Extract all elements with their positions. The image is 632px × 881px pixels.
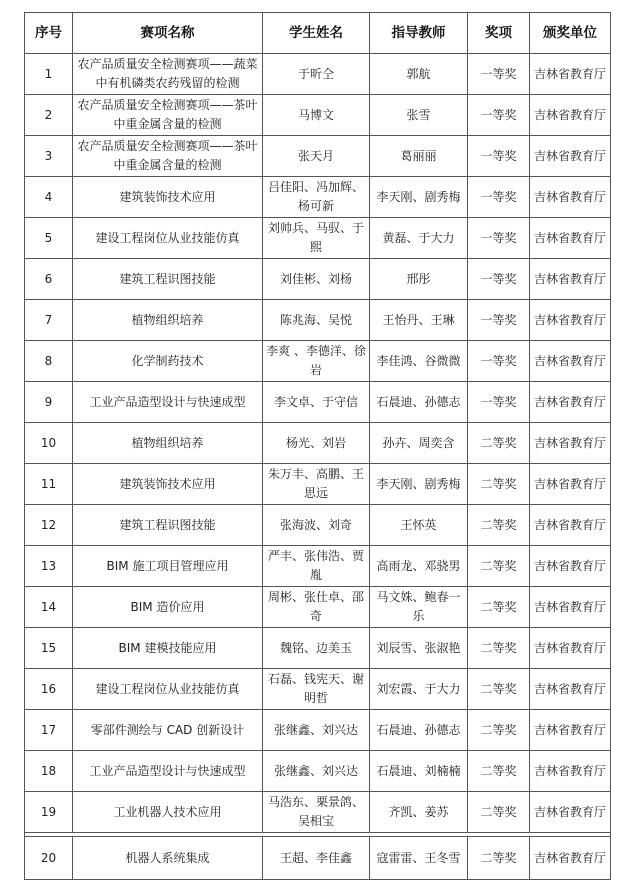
cell-event: BIM 造价应用 — [73, 587, 263, 628]
cell-unit: 吉林省教育厅 — [530, 300, 611, 341]
cell-teacher: 马文姝、鲍春一乐 — [370, 587, 468, 628]
cell-student: 李爽 、李德洋、徐岩 — [263, 341, 370, 382]
cell-student: 马浩东、栗景鸽、吴相宝 — [263, 792, 370, 833]
cell-teacher: 葛丽丽 — [370, 136, 468, 177]
cell-student: 张海波、刘奇 — [263, 505, 370, 546]
cell-index: 10 — [25, 423, 73, 464]
header-teacher: 指导教师 — [370, 13, 468, 54]
cell-index: 2 — [25, 95, 73, 136]
cell-award: 一等奖 — [468, 177, 530, 218]
cell-teacher: 张雪 — [370, 95, 468, 136]
table-row — [25, 341, 611, 382]
cell-unit: 吉林省教育厅 — [530, 95, 611, 136]
header-unit: 颁奖单位 — [530, 13, 611, 54]
cell-award: 二等奖 — [468, 669, 530, 710]
cell-award: 二等奖 — [468, 587, 530, 628]
cell-unit: 吉林省教育厅 — [530, 792, 611, 833]
cell-event: 建设工程岗位从业技能仿真 — [73, 669, 263, 710]
cell-student: 张继鑫、刘兴达 — [263, 751, 370, 792]
cell-event: BIM 施工项目管理应用 — [73, 546, 263, 587]
cell-student: 马博文 — [263, 95, 370, 136]
cell-unit: 吉林省教育厅 — [530, 464, 611, 505]
cell-award: 一等奖 — [468, 136, 530, 177]
cell-event: 农产品质量安全检测赛项——茶叶中重金属含量的检测 — [73, 95, 263, 136]
awards-table — [24, 12, 611, 880]
cell-event: BIM 建模技能应用 — [73, 628, 263, 669]
cell-index: 13 — [25, 546, 73, 587]
table-row — [25, 792, 611, 833]
cell-index: 3 — [25, 136, 73, 177]
cell-event: 化学制药技术 — [73, 341, 263, 382]
header-student: 学生姓名 — [263, 13, 370, 54]
cell-event: 工业产品造型设计与快速成型 — [73, 382, 263, 423]
cell-award: 一等奖 — [468, 300, 530, 341]
cell-unit: 吉林省教育厅 — [530, 54, 611, 95]
cell-student: 王超、李佳鑫 — [263, 837, 370, 880]
cell-student: 于昕仝 — [263, 54, 370, 95]
cell-award: 一等奖 — [468, 95, 530, 136]
cell-student: 魏铭、边美玉 — [263, 628, 370, 669]
cell-index: 8 — [25, 341, 73, 382]
cell-unit: 吉林省教育厅 — [530, 669, 611, 710]
cell-teacher: 李天刚、剧秀梅 — [370, 464, 468, 505]
header-index: 序号 — [25, 13, 73, 54]
header-award: 奖项 — [468, 13, 530, 54]
cell-event: 建筑装饰技术应用 — [73, 177, 263, 218]
cell-unit: 吉林省教育厅 — [530, 423, 611, 464]
table-row — [25, 587, 611, 628]
cell-event: 工业产品造型设计与快速成型 — [73, 751, 263, 792]
cell-award: 二等奖 — [468, 710, 530, 751]
cell-index: 17 — [25, 710, 73, 751]
cell-teacher: 高雨龙、邓骁男 — [370, 546, 468, 587]
cell-award: 二等奖 — [468, 546, 530, 587]
table-row — [25, 546, 611, 587]
cell-index: 11 — [25, 464, 73, 505]
cell-index: 16 — [25, 669, 73, 710]
cell-index: 4 — [25, 177, 73, 218]
cell-unit: 吉林省教育厅 — [530, 177, 611, 218]
cell-index: 15 — [25, 628, 73, 669]
cell-unit: 吉林省教育厅 — [530, 751, 611, 792]
header-event: 赛项名称 — [73, 13, 263, 54]
cell-unit: 吉林省教育厅 — [530, 382, 611, 423]
cell-index: 1 — [25, 54, 73, 95]
cell-student: 杨光、刘岩 — [263, 423, 370, 464]
table-row — [25, 423, 611, 464]
cell-event: 建设工程岗位从业技能仿真 — [73, 218, 263, 259]
cell-award: 一等奖 — [468, 259, 530, 300]
cell-student: 陈兆海、吴悦 — [263, 300, 370, 341]
table-row — [25, 218, 611, 259]
table-row — [25, 382, 611, 423]
cell-student: 李文卓、于守信 — [263, 382, 370, 423]
cell-event: 零部件测绘与 CAD 创新设计 — [73, 710, 263, 751]
cell-student: 朱万丰、高鹏、王思远 — [263, 464, 370, 505]
cell-teacher: 黄磊、于大力 — [370, 218, 468, 259]
cell-event: 机器人系统集成 — [73, 837, 263, 880]
cell-index: 18 — [25, 751, 73, 792]
cell-award: 一等奖 — [468, 218, 530, 259]
table-row — [25, 669, 611, 710]
cell-teacher: 寇雷雷、王冬雪 — [370, 837, 468, 880]
cell-award: 二等奖 — [468, 792, 530, 833]
cell-unit: 吉林省教育厅 — [530, 259, 611, 300]
cell-unit: 吉林省教育厅 — [530, 136, 611, 177]
cell-teacher: 石晨迪、孙德志 — [370, 382, 468, 423]
table-row — [25, 300, 611, 341]
cell-award: 二等奖 — [468, 464, 530, 505]
table-row — [25, 177, 611, 218]
cell-event: 农产品质量安全检测赛项——茶叶中重金属含量的检测 — [73, 136, 263, 177]
cell-teacher: 刘宏霞、于大力 — [370, 669, 468, 710]
cell-index: 20 — [25, 837, 73, 880]
table-row — [25, 464, 611, 505]
cell-teacher: 刘辰雪、张淑艳 — [370, 628, 468, 669]
cell-teacher: 李佳鸿、谷微微 — [370, 341, 468, 382]
cell-teacher: 石晨迪、孙德志 — [370, 710, 468, 751]
cell-award: 二等奖 — [468, 837, 530, 880]
cell-index: 6 — [25, 259, 73, 300]
cell-award: 二等奖 — [468, 628, 530, 669]
table-header — [25, 13, 611, 54]
cell-unit: 吉林省教育厅 — [530, 837, 611, 880]
cell-student: 张继鑫、刘兴达 — [263, 710, 370, 751]
cell-award: 二等奖 — [468, 505, 530, 546]
cell-unit: 吉林省教育厅 — [530, 587, 611, 628]
cell-student: 周彬、张仕卓、邵奇 — [263, 587, 370, 628]
header-row — [25, 13, 611, 54]
table-row — [25, 505, 611, 546]
cell-award: 一等奖 — [468, 382, 530, 423]
table-row — [25, 259, 611, 300]
cell-unit: 吉林省教育厅 — [530, 546, 611, 587]
cell-index: 9 — [25, 382, 73, 423]
cell-teacher: 王怀英 — [370, 505, 468, 546]
cell-unit: 吉林省教育厅 — [530, 628, 611, 669]
cell-event: 建筑工程识图技能 — [73, 505, 263, 546]
table-row — [25, 837, 611, 880]
cell-unit: 吉林省教育厅 — [530, 218, 611, 259]
cell-award: 二等奖 — [468, 423, 530, 464]
cell-index: 12 — [25, 505, 73, 546]
cell-index: 14 — [25, 587, 73, 628]
cell-student: 刘帅兵、马驭、于熙 — [263, 218, 370, 259]
cell-award: 一等奖 — [468, 54, 530, 95]
cell-event: 建筑装饰技术应用 — [73, 464, 263, 505]
cell-event: 植物组织培养 — [73, 423, 263, 464]
cell-student: 石磊、钱宪天、谢明哲 — [263, 669, 370, 710]
cell-event: 植物组织培养 — [73, 300, 263, 341]
cell-event: 工业机器人技术应用 — [73, 792, 263, 833]
cell-teacher: 王怡丹、王琳 — [370, 300, 468, 341]
table-row — [25, 136, 611, 177]
table-row — [25, 710, 611, 751]
cell-index: 5 — [25, 218, 73, 259]
cell-index: 19 — [25, 792, 73, 833]
cell-unit: 吉林省教育厅 — [530, 341, 611, 382]
cell-teacher: 石晨迪、刘楠楠 — [370, 751, 468, 792]
cell-teacher: 郭航 — [370, 54, 468, 95]
cell-award: 二等奖 — [468, 751, 530, 792]
cell-teacher: 孙卉、周奕含 — [370, 423, 468, 464]
cell-award: 一等奖 — [468, 341, 530, 382]
cell-unit: 吉林省教育厅 — [530, 710, 611, 751]
cell-student: 张天月 — [263, 136, 370, 177]
table-row — [25, 95, 611, 136]
cell-event: 建筑工程识图技能 — [73, 259, 263, 300]
cell-teacher: 齐凯、姜苏 — [370, 792, 468, 833]
cell-student: 刘佳彬、刘杨 — [263, 259, 370, 300]
cell-teacher: 邢彤 — [370, 259, 468, 300]
table-row — [25, 54, 611, 95]
cell-student: 吕佳阳、冯加辉、杨可新 — [263, 177, 370, 218]
cell-unit: 吉林省教育厅 — [530, 505, 611, 546]
cell-student: 严丰、张伟浩、贾胤 — [263, 546, 370, 587]
cell-teacher: 李天刚、剧秀梅 — [370, 177, 468, 218]
cell-index: 7 — [25, 300, 73, 341]
table-row — [25, 628, 611, 669]
table-row — [25, 751, 611, 792]
cell-event: 农产品质量安全检测赛项——蔬菜中有机磷类农药残留的检测 — [73, 54, 263, 95]
table-body — [25, 54, 611, 880]
